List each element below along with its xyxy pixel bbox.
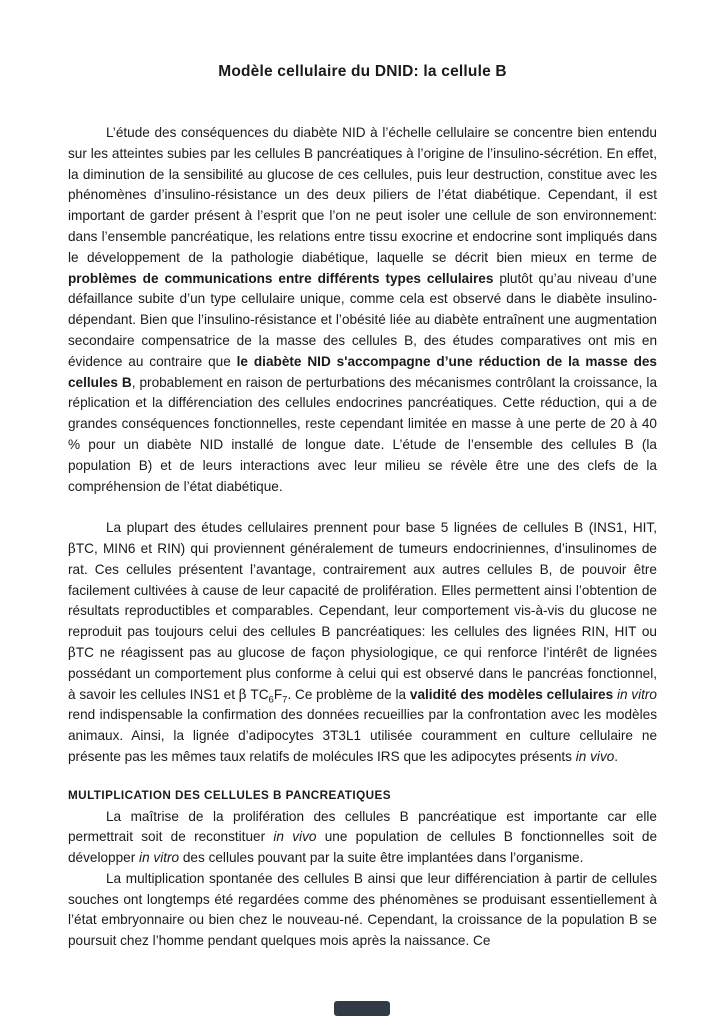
- subscript-run: 6: [268, 694, 274, 706]
- italic-text-run: in vitro: [139, 850, 180, 866]
- bold-text-run: le diabète NID s'accompagne d’une réduction de la masse des cellules B: [68, 353, 657, 390]
- section-heading-multiplication: MULTIPLICATION DES CELLULES B PANCREATIQUES: [68, 788, 392, 802]
- bottom-watermark-badge: [334, 1001, 390, 1016]
- paragraph-2: [68, 518, 657, 768]
- text-run: La maîtrise de la prolifération des cellules B pancréatique est importante car elle permettrait soit de reconstituer: [68, 808, 657, 845]
- paragraph-1: [68, 123, 657, 497]
- text-run: . Ce problème de la: [287, 686, 410, 702]
- italic-text-run: in vitro: [616, 686, 657, 702]
- text-run: .: [614, 748, 619, 764]
- text-run: plutôt qu’au niveau d’une défaillance subite d’un type cellulaire unique, comme cela est observé dans le diabète insulino-dépendant. Bien que l’insulino-résistance et l’obésité liée au diabète entraînent une augmentation secondaire compensatrice de la masse des cellules B, des études comparatives ont mis en évidence au contraire que: [68, 270, 657, 369]
- beta-symbol: β: [68, 540, 76, 557]
- text-run: La plupart des études cellulaires prennent pour base 5 lignées de cellules B (INS1, HIT,: [106, 520, 657, 536]
- italic-text-run: in vivo: [273, 829, 317, 845]
- text-run: rend indispensable la confirmation des données recueillies par la confrontation avec les modèles animaux. Ainsi, la lignée d’adipocytes 3T3L1 utilisée couramment en culture cellulaire ne présente pas les mêmes taux relatifs de molécules IRS que les adipocytes présents: [68, 707, 657, 764]
- text-run: F: [273, 686, 283, 702]
- text-run: une population de cellules B fonctionnelles soit de développer: [68, 829, 658, 866]
- text-run: , probablement en raison de perturbations des mécanismes contrôlant la croissance, la réplication et la différenciation des cellules endocrines pancréatiques. Cette réduction, qui a de grandes conséquences fonctionnelles, reste cependant limitée en masse à une perte de 20 à 40 % pour un diabète NID installé de longue date. L’étude de l’ensemble des cellules B (la population B) et de leurs interactions avec leur milieu se révèle être une des clefs de la compréhension de l’état diabétique.: [68, 374, 658, 494]
- beta-symbol: β: [238, 686, 247, 703]
- bold-text-run: validité des modèles cellulaires: [409, 686, 614, 702]
- text-run: des cellules pouvant par la suite être implantées dans l’organisme.: [179, 850, 584, 866]
- text-run: La multiplication spontanée des cellules B ainsi que leur différenciation à partir de cellules souches ont longtemps été regardées comme des phénomènes se produisant essentiellement à l’état embryonnaire ou bien chez le nouveau-né. Cependant, la croissance de la population B se poursuit chez l’homme pendant quelques mois après la naissance. Ce: [68, 870, 657, 949]
- document-title: Modèle cellulaire du DNID: la cellule B: [218, 63, 507, 80]
- text-run: L’étude des conséquences du diabète NID à l’échelle cellulaire se concentre bien entendu sur les atteintes subies par les cellules B pancréatiques à l’origine de l’insulino-sécrétion. En effet, la diminution de la sensibilité au glucose de ces cellules, puis leur destruction, constitue avec les phénomènes d’insulino-résistance un des deux piliers de l’état diabétique. Cependant, il est important de garder présent à l’esprit que l’on ne peut isoler une cellule de son environnement: dans l’ensemble pancréatique, les relations entre tissu exocrine et endocrine sont impliqués dans le développement de la pathologie diabétique, laquelle se décrit bien mieux en terme de: [68, 125, 657, 265]
- subscript-run: 7: [282, 694, 288, 706]
- bold-text-run: problèmes de communications entre différents types cellulaires: [68, 270, 494, 286]
- paragraph-3: [68, 807, 657, 869]
- paragraph-4: [68, 869, 657, 952]
- text-run: TC: [246, 686, 269, 702]
- text-run: TC ne réagissent pas au glucose de façon physiologique, ce qui renforce l’intérêt de lignées possédant un comportement plus conforme à celui qui est observé dans le pancréas fonctionnel, à savoir les cellules INS1 et: [68, 644, 657, 702]
- italic-text-run: in vivo: [575, 748, 615, 764]
- beta-symbol: β: [68, 644, 76, 661]
- text-run: TC, MIN6 et RIN) qui proviennent généralement de tumeurs endocriniennes, d’insulinomes de rat. Ces cellules présentent l’avantage, contrairement aux autres cellules B, de pouvoir être facilement cultivées à cause de leur capacité de prolifération. Elles permettent ainsi l’obtention de résultats reproductibles et comparables. Cependant, leur comportement vis-à-vis du glucose ne reproduit pas toujours celui des cellules B pancréatiques: les cellules des lignées RIN, HIT ou: [68, 540, 657, 640]
